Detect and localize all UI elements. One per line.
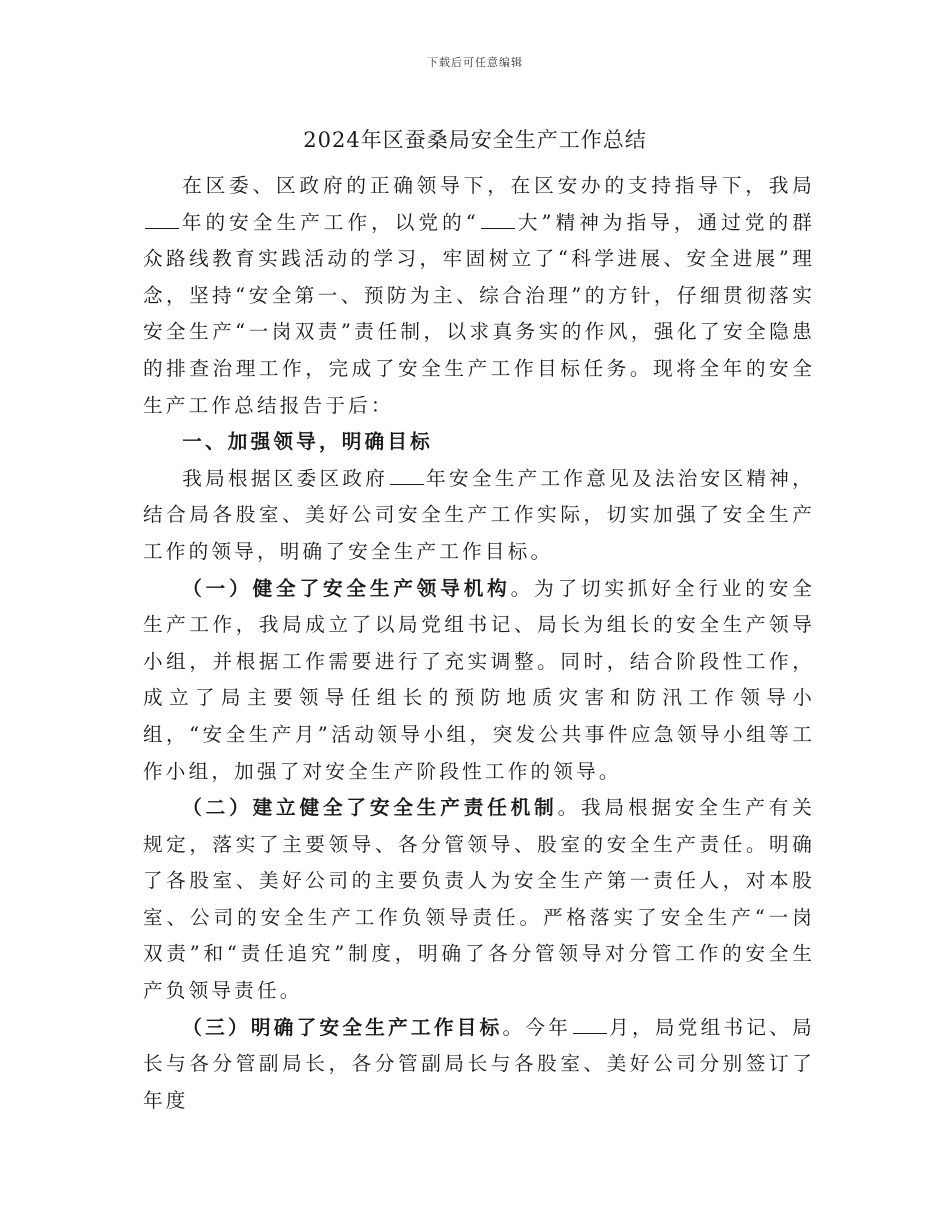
section1-paragraph bbox=[143, 461, 815, 571]
blank-line bbox=[390, 470, 424, 485]
item1-text: 。为了切实抓好全行业的安全生产工作，我局成立了以局党组书记、局长为组长的安全生产领导小组，并根据工作需要进行了充实调整。同时，结合阶段性工作，成立了局主要领导任组长的预防地质灾害和防汛工作领导小组，“安全生产月”活动领导小组，突发公共事件应急领导小组等工作小组，加强了对安全生产阶段性工作的领导。 bbox=[143, 576, 815, 783]
section-heading: 一、加强领导，明确目标 bbox=[182, 430, 433, 454]
item1-paragraph bbox=[143, 571, 815, 791]
intro-text-3: 大”精神为指导，通过党的群众路线教育实践活动的学习，牢固树立了“科学进展、安全进展”理念，坚持“安全第一、预防为主、综合治理”的方针，仔细贯彻落实安全生产“一岗双责”责任制，以求真务实的作风，强化了安全隐患的排查治理工作，完成了安全生产工作目标任务。现将全年的安全生产工作总结报告于后： bbox=[143, 210, 815, 417]
item1-lead: （一）健全了安全生产领导机构 bbox=[182, 576, 511, 600]
document-title: 2024年区蚕桑局安全生产工作总结 bbox=[303, 128, 647, 152]
item3-paragraph bbox=[143, 1010, 815, 1120]
intro-text-2: 年的安全生产工作，以党的“ bbox=[181, 210, 479, 234]
item3-text-1: 。今年 bbox=[502, 1015, 572, 1039]
blank-line bbox=[481, 214, 515, 229]
intro-paragraph bbox=[143, 168, 815, 424]
item2-lead: （二）建立健全了安全生产责任机制 bbox=[182, 796, 558, 820]
item2-paragraph bbox=[143, 790, 815, 1010]
section1-text-2: 年安全生产工作意见及法治安区精神，结合局各股室、美好公司安全生产工作实际，切实加强了安全生产工作的领导，明确了安全生产工作目标。 bbox=[143, 466, 815, 563]
blank-line bbox=[573, 1019, 607, 1034]
blank-line bbox=[145, 214, 179, 229]
item2-text: 。我局根据安全生产有关规定，落实了主要领导、各分管领导、股室的安全生产责任。明确了各股室、美好公司的主要负责人为安全生产第一责任人，对本股室、公司的安全生产工作负领导责任。严格落实了安全生产“一岗双责”和“责任追究”制度，明确了各分管领导对分管工作的安全生产负领导责任。 bbox=[143, 796, 816, 1003]
intro-text-1: 在区委、区政府的正确领导下，在区安办的支持指导下，我局 bbox=[182, 174, 815, 197]
header-note: 下载后可任意编辑 bbox=[427, 56, 523, 69]
item3-lead: （三）明确了安全生产工作目标 bbox=[182, 1015, 503, 1039]
item3-text-2: 月，局党组书记、局长与各分管副局长，各分管副局长与各股室、美好公司分别签订了年度 bbox=[143, 1015, 815, 1112]
document-body bbox=[143, 168, 815, 1119]
section1-text-1: 我局根据区委区政府 bbox=[182, 466, 389, 490]
